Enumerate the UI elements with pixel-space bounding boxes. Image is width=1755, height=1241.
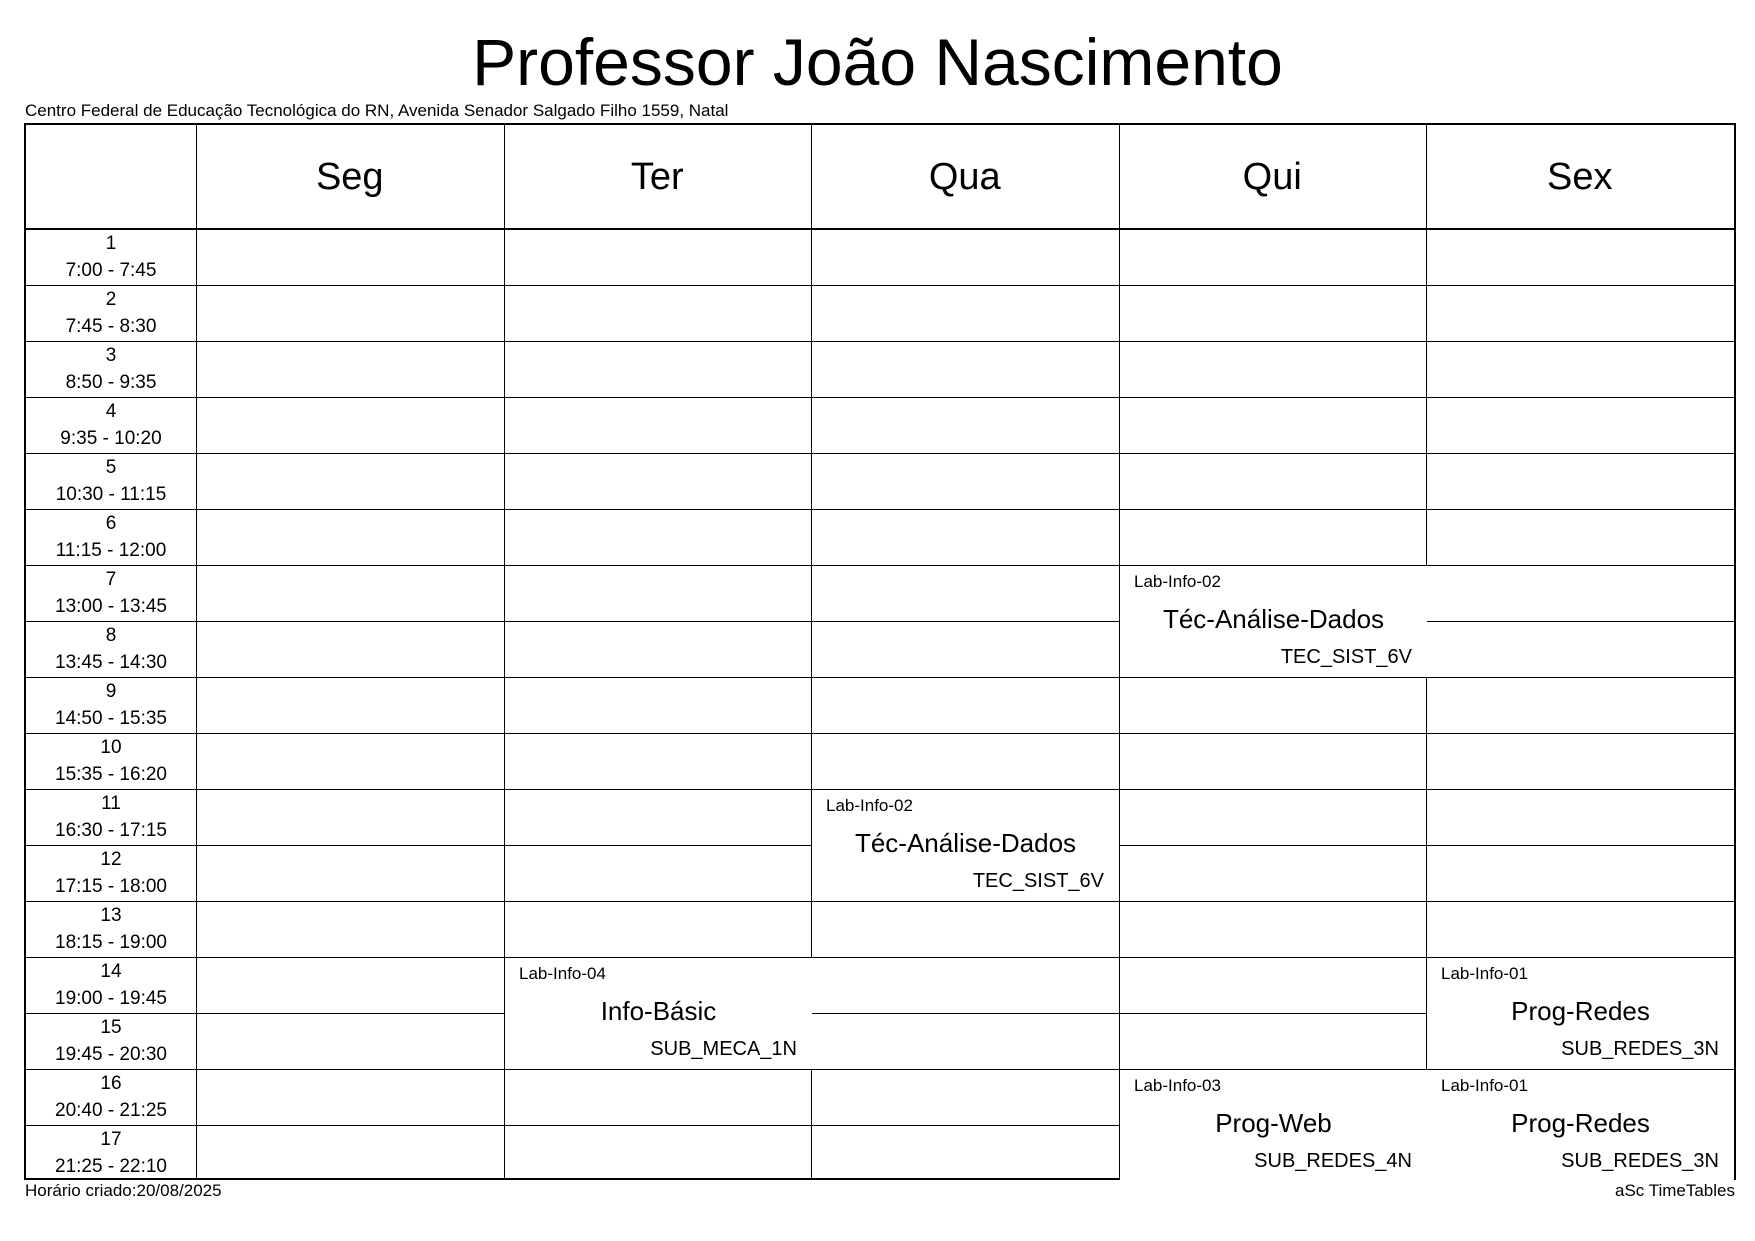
period-label	[26, 957, 196, 1013]
lesson-room: Lab-Info-02	[1134, 572, 1221, 591]
period-number: 9	[105, 681, 117, 702]
period-number: 17	[100, 1129, 122, 1150]
lesson-class: TEC_SIST_6V	[1280, 646, 1412, 668]
period-label	[26, 1069, 196, 1125]
school-address: Centro Federal de Educação Tecnológica do RN, Avenida Senador Salgado Filho 1559, Natal	[25, 101, 729, 120]
period-time: 7:45 - 8:30	[65, 316, 157, 337]
lesson-subject: Prog-Redes	[1511, 996, 1650, 1026]
row-divider	[26, 621, 1734, 622]
lesson-room: Lab-Info-04	[519, 964, 606, 983]
lesson-class: SUB_REDES_3N	[1561, 1150, 1719, 1172]
column-divider	[196, 125, 197, 1178]
day-header: Qui	[1242, 155, 1302, 198]
period-label	[26, 341, 196, 397]
row-divider	[26, 677, 1734, 678]
period-number: 7	[105, 569, 117, 590]
lesson-card	[1120, 1070, 1427, 1181]
period-number: 6	[105, 513, 117, 534]
period-time: 11:15 - 12:00	[55, 540, 167, 561]
period-label	[26, 733, 196, 789]
period-time: 16:30 - 17:15	[55, 820, 167, 841]
lesson-class: TEC_SIST_6V	[972, 870, 1104, 892]
day-header: Seg	[315, 155, 384, 198]
period-label	[26, 453, 196, 509]
lesson-card	[1427, 958, 1734, 1069]
period-time: 9:35 - 10:20	[60, 428, 162, 449]
period-label	[26, 397, 196, 453]
period-time: 13:45 - 14:30	[55, 652, 167, 673]
lesson-class: SUB_REDES_4N	[1254, 1150, 1412, 1172]
lesson-subject: Info-Básic	[600, 996, 717, 1026]
lesson-card	[1427, 1070, 1734, 1181]
period-number: 5	[105, 457, 117, 478]
period-time: 10:30 - 11:15	[55, 484, 167, 505]
period-label	[26, 565, 196, 621]
creation-date: Horário criado:20/08/2025	[25, 1181, 222, 1200]
period-label	[26, 1125, 196, 1181]
period-time: 13:00 - 13:45	[55, 596, 167, 617]
day-header: Sex	[1547, 155, 1613, 198]
period-time: 18:15 - 19:00	[55, 932, 167, 953]
period-number: 15	[100, 1017, 122, 1038]
period-label	[26, 509, 196, 565]
period-label	[26, 229, 196, 285]
row-divider	[26, 901, 1734, 902]
period-time: 19:00 - 19:45	[55, 988, 167, 1009]
period-label	[26, 621, 196, 677]
day-header: Qua	[928, 155, 1001, 198]
lesson-class: SUB_MECA_1N	[650, 1038, 797, 1060]
period-time: 15:35 - 16:20	[55, 764, 167, 785]
period-number: 14	[100, 961, 122, 982]
period-number: 11	[101, 793, 121, 814]
period-label	[26, 789, 196, 845]
row-divider	[26, 733, 1734, 734]
lesson-class: SUB_REDES_3N	[1561, 1038, 1719, 1060]
app-brand: aSc TimeTables	[1615, 1181, 1735, 1200]
period-number: 2	[105, 289, 117, 310]
period-label	[26, 845, 196, 901]
page-title: Professor João Nascimento	[472, 25, 1283, 99]
period-number: 3	[105, 345, 117, 366]
lesson-subject: Téc-Análise-Dados	[854, 828, 1077, 858]
row-divider	[26, 509, 1734, 510]
period-label	[26, 285, 196, 341]
lesson-room: Lab-Info-01	[1441, 964, 1528, 983]
period-label	[26, 1013, 196, 1069]
lesson-subject: Prog-Web	[1215, 1108, 1332, 1138]
period-number: 13	[100, 905, 122, 926]
period-number: 8	[105, 625, 117, 646]
day-header: Ter	[630, 155, 684, 198]
period-number: 10	[100, 737, 122, 758]
period-time: 19:45 - 20:30	[55, 1044, 167, 1065]
lesson-room: Lab-Info-01	[1441, 1076, 1528, 1095]
lesson-room: Lab-Info-03	[1134, 1076, 1221, 1095]
period-label	[26, 677, 196, 733]
period-time: 21:25 - 22:10	[55, 1156, 167, 1177]
lesson-card	[1120, 566, 1427, 677]
row-divider	[26, 565, 1734, 566]
row-divider	[26, 453, 1734, 454]
period-time: 14:50 - 15:35	[55, 708, 167, 729]
period-label	[26, 901, 196, 957]
period-time: 20:40 - 21:25	[55, 1100, 167, 1121]
row-divider	[26, 285, 1734, 286]
lesson-card	[812, 790, 1119, 901]
row-divider	[26, 397, 1734, 398]
lesson-card	[505, 958, 812, 1069]
row-divider	[26, 341, 1734, 342]
period-number: 1	[105, 233, 117, 254]
lesson-subject: Prog-Redes	[1511, 1108, 1650, 1138]
period-time: 7:00 - 7:45	[65, 260, 157, 281]
period-number: 16	[100, 1073, 122, 1094]
period-number: 12	[100, 849, 122, 870]
period-time: 8:50 - 9:35	[65, 372, 157, 393]
lesson-room: Lab-Info-02	[826, 796, 913, 815]
lesson-subject: Téc-Análise-Dados	[1162, 604, 1385, 634]
timetable-grid	[24, 123, 1736, 1180]
period-time: 17:15 - 18:00	[55, 876, 167, 897]
period-number: 4	[105, 401, 117, 422]
